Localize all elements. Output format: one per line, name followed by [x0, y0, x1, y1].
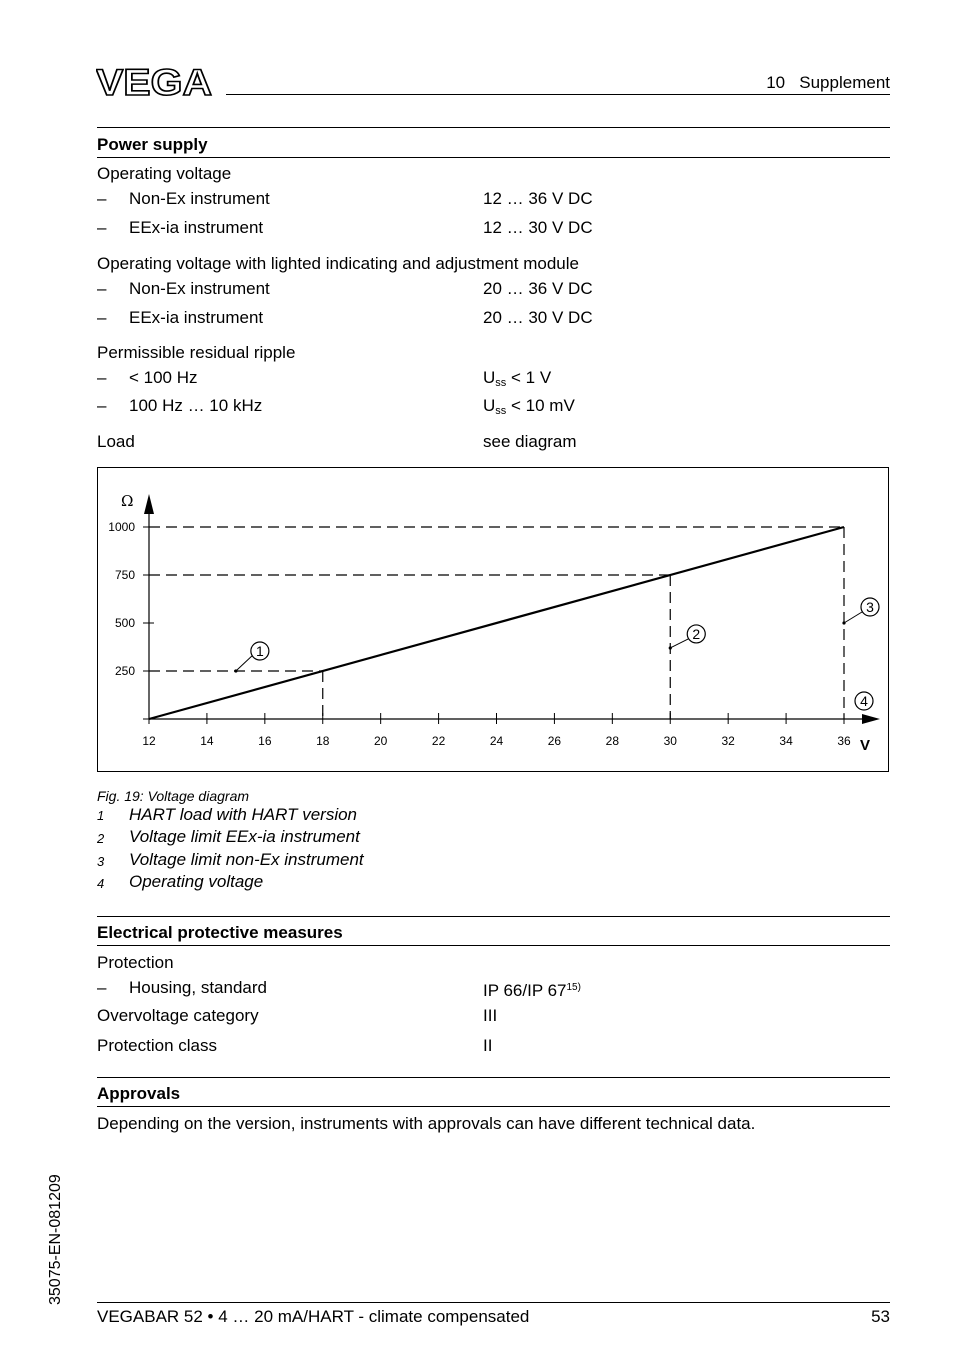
y-tick-label: 750: [114, 568, 135, 582]
legend-text: Voltage limit EEx-ia instrument: [129, 827, 360, 846]
row-label: Non-Ex instrument: [129, 279, 270, 298]
row-value: 12 … 36 V DC: [483, 189, 593, 208]
ripple-title: Permissible residual ripple: [97, 343, 296, 362]
x-tick-label: 16: [258, 734, 272, 748]
legend-number: 3: [97, 854, 105, 869]
x-tick-label: 18: [316, 734, 330, 748]
housing-value: [483, 978, 581, 1001]
section-title: 10 Supplement: [766, 73, 890, 92]
row-label: EEx-ia instrument: [129, 218, 264, 237]
x-tick-label: 22: [431, 734, 446, 748]
legend-number: 1: [97, 808, 105, 823]
legend-text: Voltage limit non-Ex instrument: [129, 850, 364, 869]
footer-product: VEGABAR 52 • 4 … 20 mA/HART - climate compensated: [97, 1307, 530, 1326]
approvals-bottom-rule: [97, 1106, 890, 1107]
electrical-top-rule: [97, 916, 890, 917]
value-rest: < 10 mV: [506, 396, 575, 415]
x-tick-label: 30: [663, 734, 677, 748]
list-dash: –: [97, 396, 107, 415]
header-rule: [226, 94, 890, 95]
protection-class-value: II: [483, 1036, 493, 1055]
marker-number: 2: [692, 625, 701, 642]
protection-title: Protection: [97, 953, 174, 972]
power-supply-bottom-rule: [97, 157, 890, 158]
lighted-module-title: Operating voltage with lighted indicating and adjustment module: [97, 254, 579, 273]
legend-number: 4: [97, 876, 105, 891]
list-dash: –: [97, 189, 107, 208]
x-tick-label: 36: [837, 734, 851, 748]
list-dash: –: [97, 279, 107, 298]
marker-number: 3: [866, 599, 874, 615]
x-tick-label: 20: [373, 734, 388, 748]
row-value: 12 … 30 V DC: [483, 218, 593, 237]
footnote-ref: 15): [566, 982, 581, 993]
marker-leader: [670, 639, 688, 648]
y-axis-arrow: [144, 494, 154, 514]
approvals-top-rule: [97, 1077, 890, 1078]
x-tick-label: 34: [779, 734, 793, 748]
vega-logo-text: VEGA: [96, 66, 212, 98]
operating-voltage-title: Operating voltage: [97, 164, 232, 183]
row-label: < 100 Hz: [129, 368, 198, 387]
row-label: EEx-ia instrument: [129, 308, 264, 327]
legend-text: Operating voltage: [129, 872, 264, 891]
electrical-heading: Electrical protective measures: [97, 923, 343, 942]
load-value: see diagram: [483, 432, 577, 451]
value-main: U: [483, 368, 496, 387]
voltage-chart-svg: [98, 468, 888, 771]
load-label: Load: [97, 432, 135, 451]
list-dash: –: [97, 218, 107, 237]
marker-number: 1: [255, 643, 264, 659]
x-axis-label: V: [860, 737, 871, 754]
housing-label: Housing, standard: [129, 978, 267, 997]
x-tick-label: 14: [200, 734, 214, 748]
x-axis-arrow: [862, 714, 880, 724]
value-main: U: [483, 396, 496, 415]
value-sub: ss: [495, 405, 507, 417]
voltage-diagram: [97, 467, 889, 772]
row-value: 20 … 30 V DC: [483, 308, 593, 327]
overvoltage-value: III: [483, 1006, 498, 1025]
list-dash: –: [97, 368, 107, 387]
overvoltage-label: Overvoltage category: [97, 1006, 259, 1025]
figure-caption: Fig. 19: Voltage diagram: [97, 788, 250, 804]
y-tick-label: 1000: [108, 520, 135, 534]
legend-number: 2: [97, 831, 105, 846]
marker-leader: [844, 612, 862, 623]
row-value: [483, 368, 551, 393]
row-value: 20 … 36 V DC: [483, 279, 593, 298]
y-tick-label: 500: [114, 616, 135, 630]
y-tick-label: 250: [114, 664, 135, 678]
page-number: 53: [871, 1307, 890, 1326]
row-label: 100 Hz … 10 kHz: [129, 396, 263, 415]
x-tick-label: 26: [547, 734, 562, 748]
x-tick-label: 32: [721, 734, 735, 748]
approvals-text: Depending on the version, instruments with approvals can have different technical data.: [97, 1114, 756, 1133]
x-tick-label: 28: [605, 734, 620, 748]
list-dash: –: [97, 308, 107, 327]
row-label: Non-Ex instrument: [129, 189, 270, 208]
y-axis-label: Ω: [121, 492, 134, 510]
marker-number: 4: [860, 693, 868, 709]
x-tick-label: 24: [489, 734, 504, 748]
housing-ip: IP 66/IP 67: [483, 981, 567, 1000]
power-supply-heading: Power supply: [97, 135, 208, 154]
row-value: [483, 396, 575, 421]
approvals-heading: Approvals: [97, 1084, 181, 1103]
electrical-bottom-rule: [97, 945, 890, 946]
value-rest: < 1 V: [506, 368, 552, 387]
marker-leader: [236, 656, 252, 671]
document-id: 35075-EN-081209: [47, 1174, 64, 1305]
value-sub: ss: [495, 377, 507, 389]
list-dash: –: [97, 978, 107, 997]
x-tick-label: 12: [142, 734, 156, 748]
power-supply-top-rule: [97, 127, 890, 128]
footer-rule: [97, 1302, 890, 1303]
vega-logo: [96, 66, 214, 98]
legend-text: HART load with HART version: [129, 805, 358, 824]
load-line: [149, 527, 844, 719]
protection-class-label: Protection class: [97, 1036, 217, 1055]
